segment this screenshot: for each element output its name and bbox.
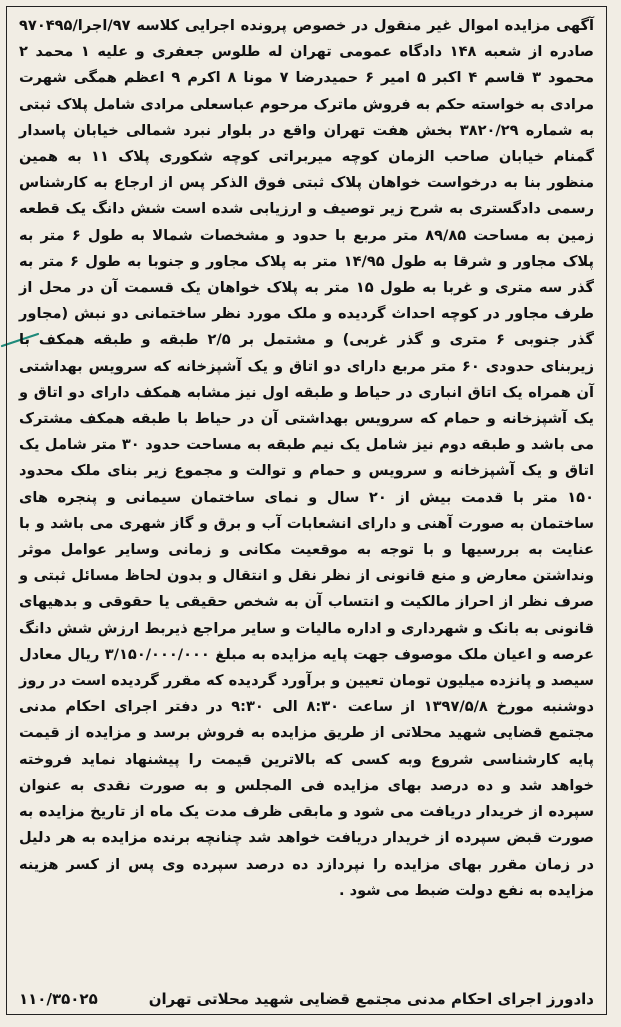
notice-code: ۱۱۰/۳۵۰۲۵ — [19, 990, 98, 1008]
notice-footer — [19, 990, 594, 1008]
notice-body: آگهی مزایده اموال غیر منقول در خصوص پرونده اجرایی کلاسه ۹۷/اجرا/۹۷۰۴۹۵ صادره از شعبه ۱۴۸ دادگاه عمومی تهران له طلوس جعفری و علیه ۱ محمد ۲ محمود ۳ قاسم ۴ اکبر ۵ امیر ۶ حمیدرضا ۷ مونا ۸ اکرم ۹ اعظم همگی شهرت مرادی به خواسته حکم به فروش ماترک مرحوم عباسعلی مرادی شامل پلاک ثبتی به شماره ۳۸۲۰/۲۹ بخش هفت تهران واقع در بلوار نبرد شمالی خیابان پاسدار گمنام خیابان صاحب الزمان کوچه میربراتی کوچه شکوری پلاک ۱۱ به همین منظور بنا به درخواست خواهان پلاک ثبتی فوق الذکر پس از ارجاع به کارشناس رسمی دادگستری به شرح زیر توصیف و ارزیابی شده است شش دانگ یک قطعه زمین به مساحت ۸۹/۸۵ متر مربع با حدود و مشخصات شمالا به طول ۶ متر به پلاک مجاور و شرقا به طول ۱۴/۹۵ متر به پلاک مجاور و جنوبا به طول ۶ متر به گذر سه متری و غربا به طول ۱۵ متر به پلاک خواهان یک قسمت آن در محل از طرف مجاور در کوچه احداث گردیده و ملک مورد نظر ساختمانی دو نبش (مجاور گذر جنوبی ۶ متری و گذر غربی) و مشتمل بر ۲/۵ طبقه و طبقه همکف با زیربنای حدودی ۶۰ متر مربع دارای دو اتاق و یک آشپزخانه که سرویس بهداشتی آن همراه یک اتاق انباری در حیاط و طبقه اول نیز مشابه همکف دارای دو اتاق و یک آشپزخانه و حمام که سرویس بهداشتی آن در حیاط با طبقه همکف مشترک می باشد و طبقه دوم نیز شامل یک نیم طبقه به مساحت حدود ۳۰ متر شامل یک اتاق و یک آشپزخانه و سرویس و حمام و توالت و مجموع زیر بنای ملک محدود ۱۵۰ متر با قدمت بیش از ۲۰ سال و نمای ساختمان سیمانی و پنجره های ساختمان به صورت آهنی و دارای انشعابات آب و برق و گاز شهری می باشد و با عنایت به بررسیها و با توجه به موقعیت مکانی و زمانی وسایر عوامل موثر ونداشتن معارض و منع قانونی از نظر نقل و انتقال و بدون لحاظ مسائل ثبتی و صرف نظر از احراز مالکیت و انتساب آن به شخص حقیقی یا حقوقی و بدهیهای قانونی به بانک و شهرداری و اداره مالیات و سایر مراجع ذیربط ارزش شش دانگ عرصه و اعیان ملک موصوف جهت پایه مزایده به مبلغ ۳/۱۵۰/۰۰۰/۰۰۰ ریال معادل سیصد و پانزده میلیون تومان تعیین و برآورد گردیده که مقرر گردیده است در روز دوشنبه مورخ ۱۳۹۷/۵/۸ از ساعت ۸:۳۰ الی ۹:۳۰ در دفتر اجرای احکام مدنی مجتمع قضایی شهید محلاتی از طریق مزایده به فروش برسد و مزایده از قیمت پایه کارشناسی شروع وبه کسی که بالاترین قیمت را پیشنهاد نماید فروخته خواهد شد و ده درصد بهای مزایده فی المجلس و به صورت نقدی به عنوان سپرده از خریدار دریافت می شود و مابقی ظرف مدت یک ماه از تاریخ مزایده به صورت قبض سپرده از خریدار دریافت خواهد شد چنانچه برنده مزایده به هر دلیل در زمان مقرر بهای مزایده را نپردازد ده درصد سپرده وی پس از کسر هزینه مزایده به نفع دولت ضبط می شود . — [19, 17, 595, 899]
notice-signature: دادورز اجرای احکام مدنی مجتمع قضایی شهید محلاتی تهران — [148, 990, 594, 1008]
auction-notice — [6, 6, 607, 1015]
